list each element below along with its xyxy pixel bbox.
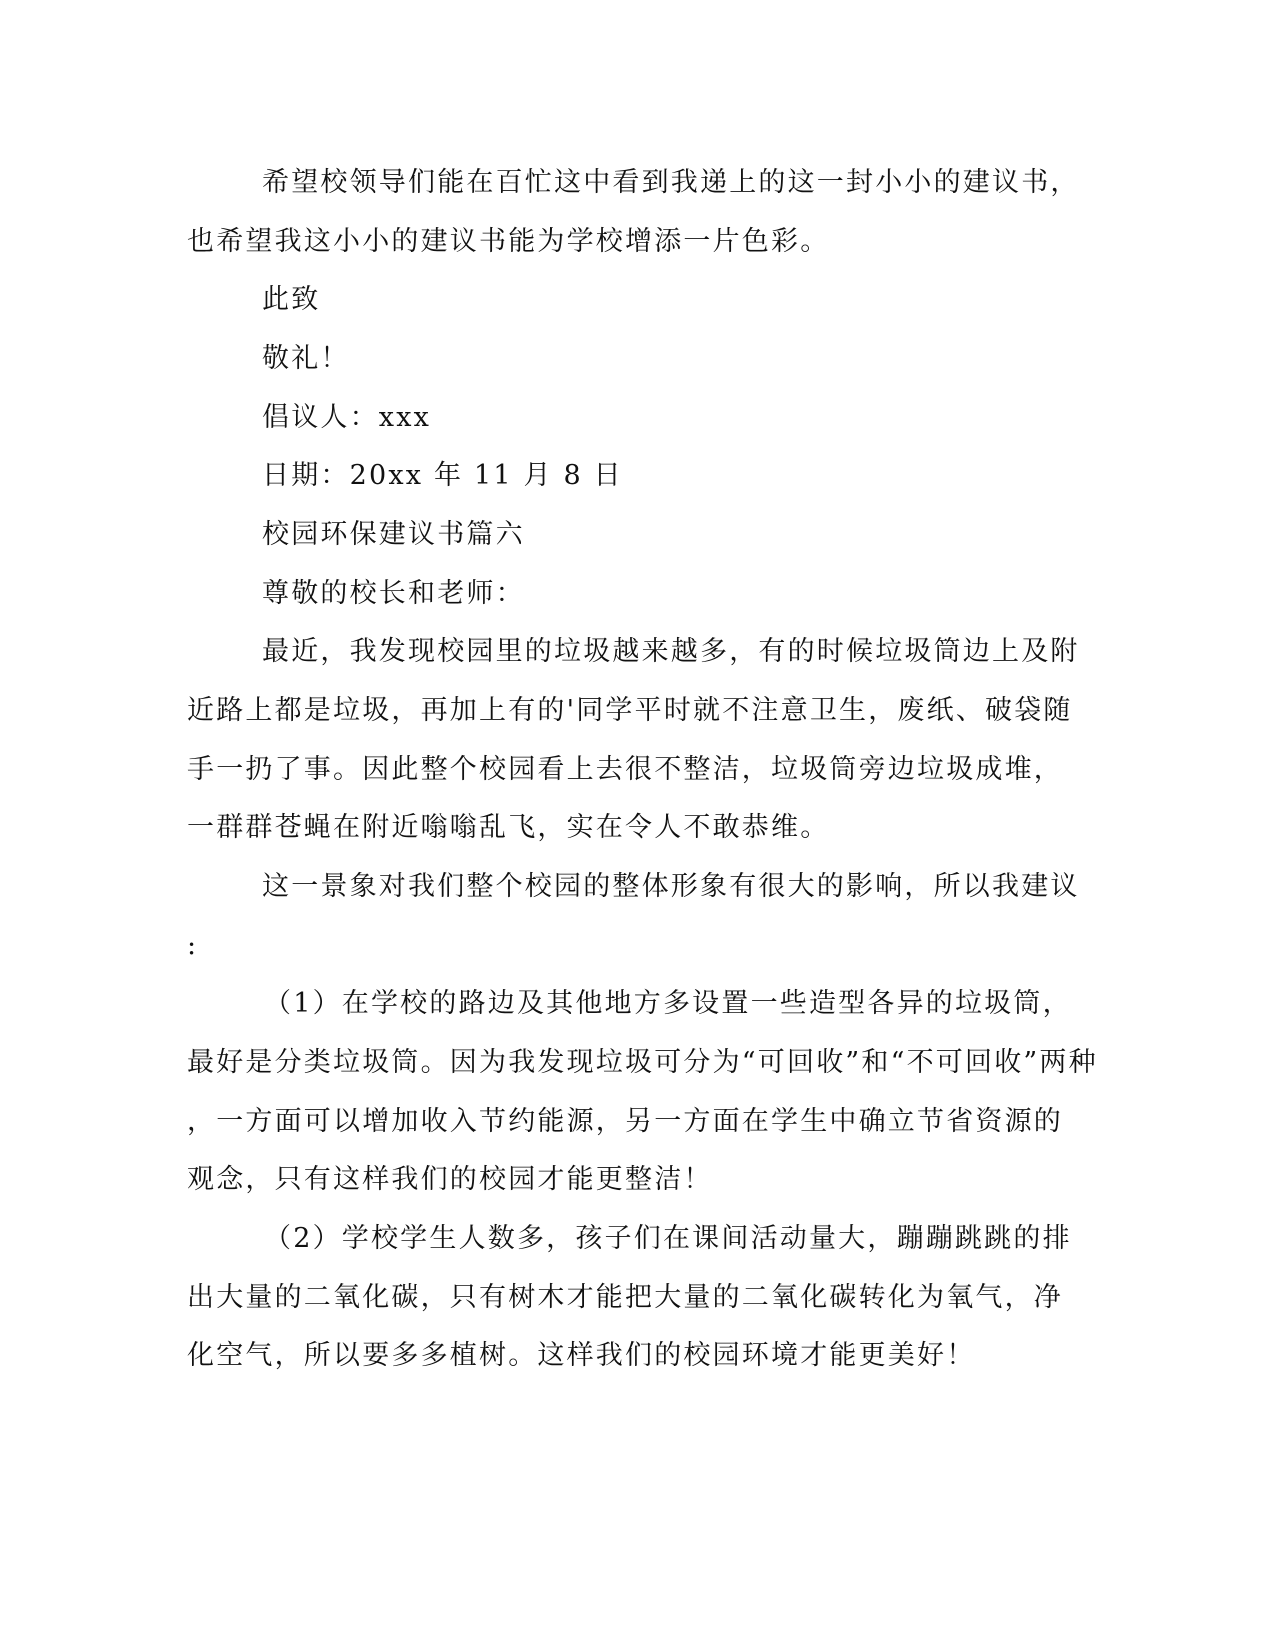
- paragraph-line: 手一扔了事。因此整个校园看上去很不整洁，垃圾筒旁边垃圾成堆，: [187, 754, 1063, 785]
- paragraph-line: 近路上都是垃圾，再加上有的'同学平时就不注意卫生，废纸、破袋随: [187, 695, 1073, 726]
- greeting-line: 尊敬的校长和老师：: [262, 578, 525, 609]
- closing-regards: 敬礼！: [262, 343, 350, 374]
- list-item-line: （1）在学校的路边及其他地方多设置一些造型各异的垃圾筒，: [264, 988, 1072, 1019]
- list-item-line: 最好是分类垃圾筒。因为我发现垃圾可分为“可回收”和“不可回收”两种: [187, 1047, 1098, 1078]
- paragraph-line: 一群群苍蝇在附近嗡嗡乱飞，实在令人不敢恭维。: [187, 812, 830, 843]
- paragraph-line: :: [187, 930, 199, 961]
- paragraph-line: 最近，我发现校园里的垃圾越来越多，有的时候垃圾筒边上及附: [262, 636, 1080, 667]
- list-item-line: 观念，只有这样我们的校园才能更整洁！: [187, 1164, 713, 1195]
- list-item-line: ，一方面可以增加收入节约能源，另一方面在学生中确立节省资源的: [187, 1106, 1063, 1137]
- list-item-line: 出大量的二氧化碳，只有树木才能把大量的二氧化碳转化为氧气，净: [187, 1282, 1063, 1313]
- closing-salutation: 此致: [262, 284, 321, 315]
- paragraph-line: 也希望我这小小的建议书能为学校增添一片色彩。: [187, 226, 830, 257]
- paragraph-line: 这一景象对我们整个校园的整体形象有很大的影响，所以我建议: [262, 871, 1080, 902]
- signature-line: 倡议人：xxx: [262, 402, 432, 433]
- list-item-line: （2）学校学生人数多，孩子们在课间活动量大，蹦蹦跳跳的排: [264, 1223, 1072, 1254]
- list-item-line: 化空气，所以要多多植树。这样我们的校园环境才能更美好！: [187, 1340, 976, 1371]
- date-line: 日期：20xx 年 11 月 8 日: [262, 460, 623, 491]
- section-title: 校园环保建议书篇六: [262, 519, 525, 550]
- paragraph-line: 希望校领导们能在百忙这中看到我递上的这一封小小的建议书，: [262, 167, 1080, 198]
